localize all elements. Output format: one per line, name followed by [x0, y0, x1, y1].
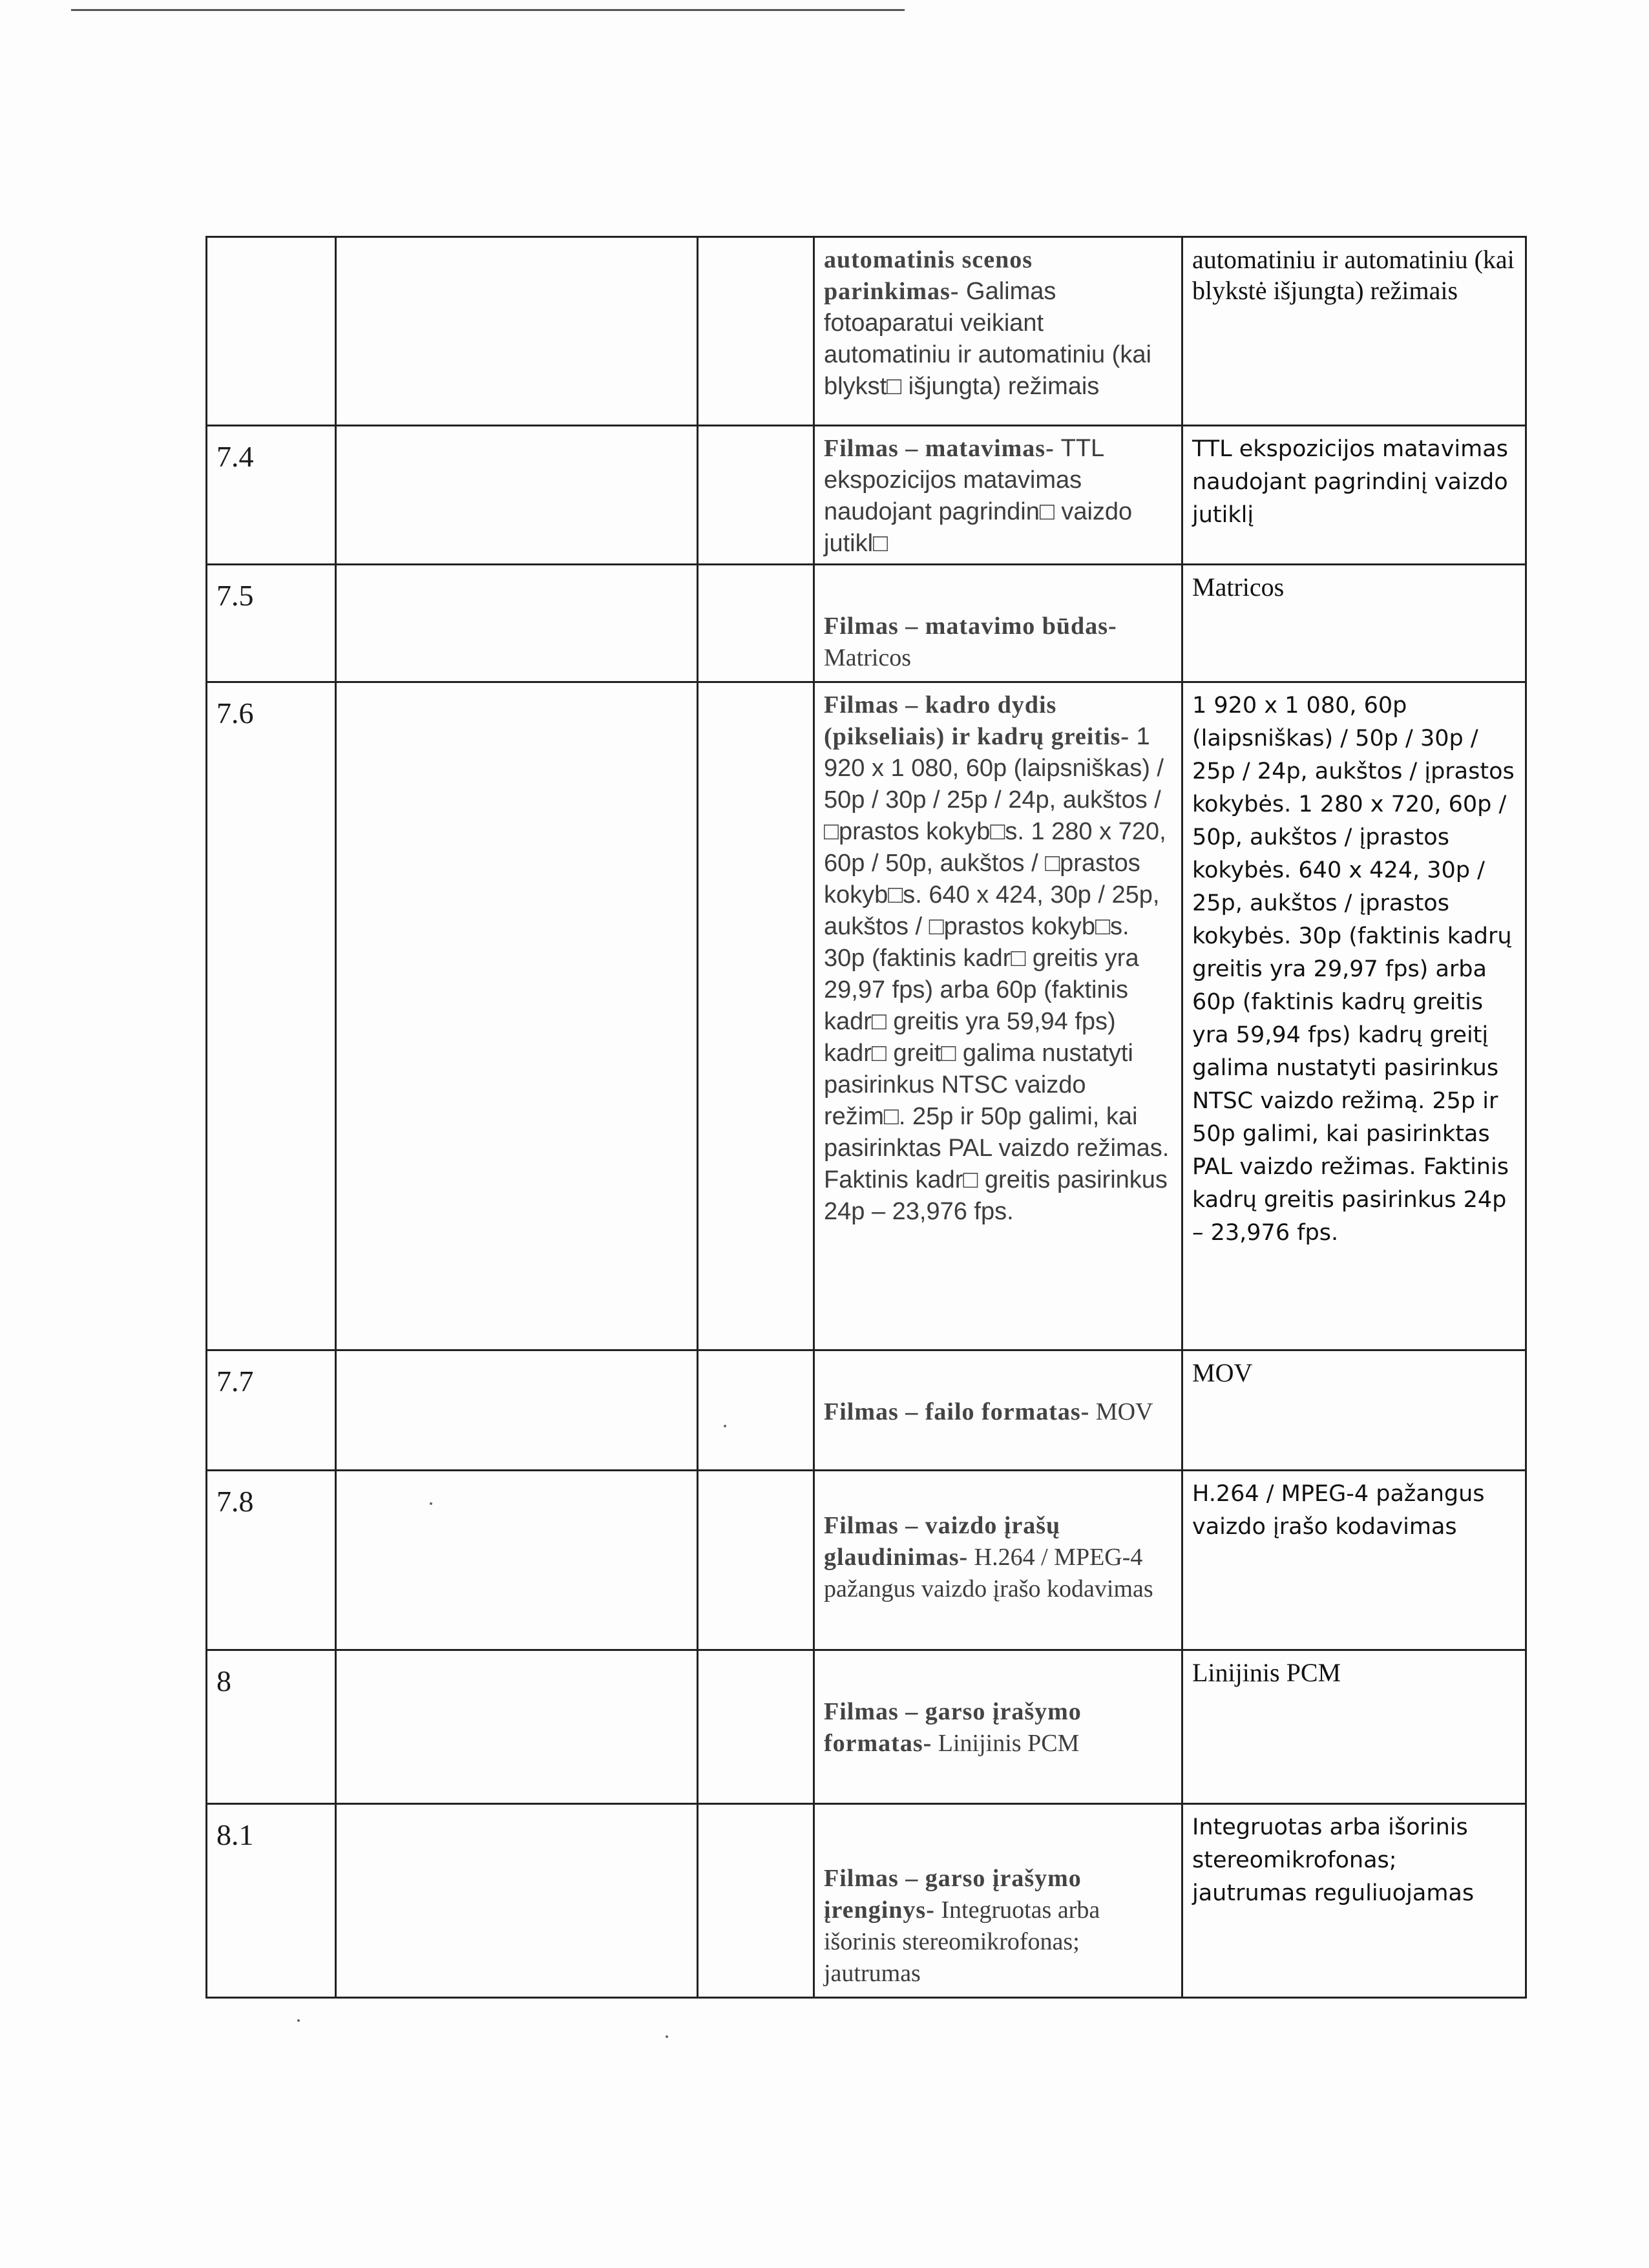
offer-cell [1182, 426, 1526, 565]
parameter-label: automatinis scenos parinkimas- [824, 246, 1033, 305]
tender-requirement-cell [814, 1350, 1182, 1471]
row-number: 7.6 [216, 697, 254, 730]
offer-text: Matricos [1192, 572, 1285, 602]
offer-cell [1182, 1650, 1526, 1804]
empty-cell [698, 1804, 814, 1998]
row-number-cell [207, 565, 336, 682]
row-number: 7.5 [216, 579, 254, 612]
offer-text: MOV [1192, 1358, 1253, 1387]
empty-cell [336, 682, 698, 1350]
table-row [207, 426, 1526, 565]
table-row [207, 1804, 1526, 1998]
tender-requirement-cell [814, 426, 1182, 565]
parameter-value: TTL ekspozicijos matavimas naudojant pagrindin□ vaizdo jutikl□ [824, 435, 1133, 557]
tender-requirement-cell [814, 682, 1182, 1350]
offer-text: TTL ekspozicijos matavimas naudojant pagrindinį vaizdo jutiklį [1192, 436, 1508, 528]
empty-cell [698, 1471, 814, 1650]
tender-requirement-cell [814, 1650, 1182, 1804]
scan-speck [430, 1502, 432, 1505]
tender-requirement-cell [814, 565, 1182, 682]
offer-cell [1182, 1471, 1526, 1650]
parameter-label: Filmas – failo formatas- [824, 1398, 1090, 1425]
empty-cell [336, 1350, 698, 1471]
empty-cell [698, 565, 814, 682]
parameter-label: Filmas – garso įrašymo įrenginys- [824, 1865, 1082, 1924]
row-number [216, 244, 326, 251]
empty-cell [698, 1350, 814, 1471]
scan-speck [297, 2019, 300, 2022]
scan-speck [724, 1425, 726, 1427]
parameter-value: Integruotas arba išorinis stereomikrofonas; jautrumas [824, 1896, 1100, 1987]
scan-speck [666, 2035, 668, 2038]
parameter-value: 1 920 x 1 080, 60p (laipsniškas) / 50p / 30p / 25p / 24p, aukštos / □prastos kokyb□s. 1 280 x 720, 60p / 50p, aukštos / □prastos kokyb□s. 640 x 424, 30p / 25p, aukštos / □prastos kokyb□s. 30p (faktinis kadr□ greitis yra 29,97 fps) arba 60p (faktinis kadr□ greitis yra 59,94 fps) kadr□ greit□ galima nustatyti pasirinkus NTSC vaizdo režim□. 25p ir 50p galimi, kai pasirinktas PAL vaizdo režimas. Faktinis kadr□ greitis pasirinkus 24p – 23,976 fps. [824, 723, 1170, 1225]
row-number: 7.8 [216, 1485, 254, 1518]
offer-cell [1182, 237, 1526, 426]
table-row [207, 1350, 1526, 1471]
tender-requirement-cell [814, 1471, 1182, 1650]
row-number-cell [207, 1804, 336, 1998]
row-number-cell [207, 237, 336, 426]
empty-cell [698, 682, 814, 1350]
empty-cell [336, 426, 698, 565]
row-number-cell [207, 1650, 336, 1804]
parameter-value: Galimas fotoaparatui veikiant automatiniu ir automatiniu (kai blykst□ išjungta) režimais [824, 278, 1151, 400]
empty-cell [336, 237, 698, 426]
row-number-cell [207, 1471, 336, 1650]
table-row [207, 565, 1526, 682]
table-row [207, 1471, 1526, 1650]
empty-cell [698, 1650, 814, 1804]
parameter-label: Filmas – matavimo būdas- [824, 613, 1117, 640]
offer-cell [1182, 1350, 1526, 1471]
row-number-cell [207, 1350, 336, 1471]
empty-cell [336, 1650, 698, 1804]
row-number: 7.7 [216, 1365, 254, 1398]
empty-cell [336, 1471, 698, 1650]
table-row [207, 237, 1526, 426]
row-number-cell [207, 426, 336, 565]
offer-text: H.264 / MPEG-4 pažangus vaizdo įrašo kodavimas [1192, 1481, 1485, 1540]
parameter-label: Filmas – kadro dydis (pikseliais) ir kadrų greitis- [824, 691, 1130, 750]
row-number: 8.1 [216, 1818, 254, 1851]
offer-text: Linijinis PCM [1192, 1658, 1341, 1687]
row-number: 7.4 [216, 440, 254, 473]
offer-text: automatiniu ir automatiniu (kai blykstė išjungta) režimais [1192, 245, 1515, 305]
empty-cell [336, 1804, 698, 1998]
offer-text: 1 920 x 1 080, 60p (laipsniškas) / 50p / 30p / 25p / 24p, aukštos / įprastos kokybės. 1 280 x 720, 60p / 50p, aukštos / įprastos kokybės. 640 x 424, 30p / 25p, aukštos / įprastos kokybės. 30p (faktinis kadrų greitis yra 29,97 fps) arba 60p (faktinis kadrų greitis yra 59,94 fps) kadrų greitį galima nustatyti pasirinkus NTSC vaizdo režimą. 25p ir 50p galimi, kai pasirinktas PAL vaizdo režimas. Faktinis kadrų greitis pasirinkus 24p – 23,976 fps. [1192, 693, 1515, 1246]
offer-text: Integruotas arba išorinis stereomikrofonas; jautrumas reguliuojamas [1192, 1814, 1475, 1906]
row-number: 8 [216, 1664, 231, 1697]
table-row [207, 1650, 1526, 1804]
table-row [207, 682, 1526, 1350]
row-number-cell [207, 682, 336, 1350]
parameter-label: Filmas – vaizdo įrašų glaudinimas- [824, 1512, 1061, 1571]
empty-cell [336, 565, 698, 682]
tender-requirement-cell [814, 237, 1182, 426]
parameter-value: H.264 / MPEG-4 pažangus vaizdo įrašo kodavimas [824, 1544, 1153, 1602]
spec-table [205, 236, 1527, 1999]
parameter-value: MOV [1089, 1398, 1153, 1425]
parameter-value: Linijinis PCM [932, 1730, 1080, 1757]
tender-requirement-cell [814, 1804, 1182, 1998]
parameter-label: Filmas – matavimas- [824, 435, 1055, 462]
offer-cell [1182, 565, 1526, 682]
empty-cell [698, 237, 814, 426]
scan-top-rule [71, 9, 905, 11]
parameter-value: Matricos [824, 644, 912, 671]
offer-cell [1182, 1804, 1526, 1998]
offer-cell [1182, 682, 1526, 1350]
parameter-label: Filmas – garso įrašymo formatas- [824, 1698, 1082, 1757]
empty-cell [698, 426, 814, 565]
